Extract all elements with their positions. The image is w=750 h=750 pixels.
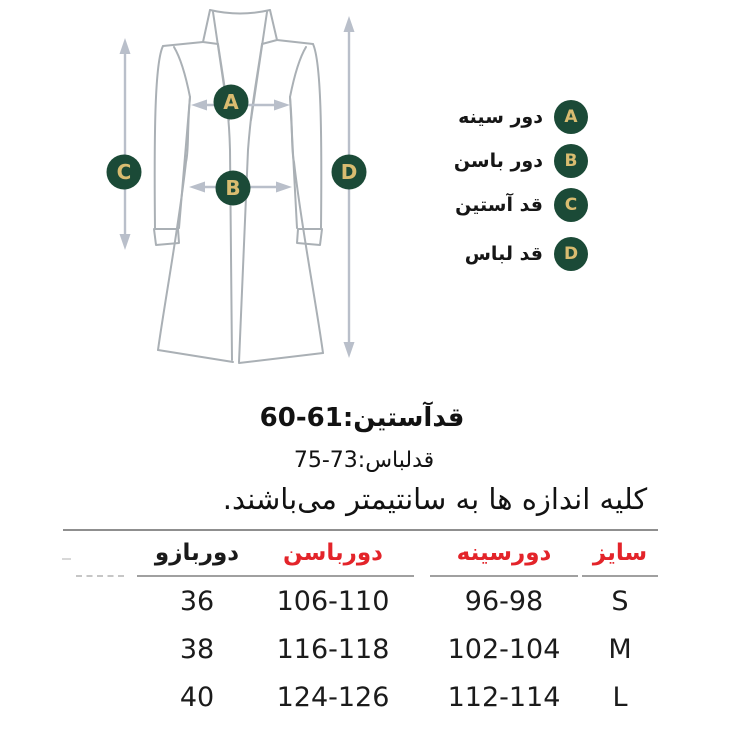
legend-label-sleeve: قد آستین (455, 194, 543, 216)
cell-chest-l: 112-114 (447, 681, 561, 713)
garment-length-note: قدلباس:73-75 (293, 448, 435, 473)
sleeve-length-arrow (120, 38, 131, 250)
cell-chest-s: 96-98 (464, 585, 544, 617)
marker-d-badge (332, 155, 367, 190)
sleeve-length-note: قدآستین:61-60 (259, 403, 465, 433)
cell-chest-m: 102-104 (447, 633, 561, 665)
table-column-hip (248, 531, 418, 721)
cell-hip-l: 124-126 (276, 681, 390, 713)
measurement-legend (400, 95, 588, 276)
legend-label-length: قد لباس (464, 243, 543, 265)
table-column-chest (424, 531, 584, 721)
cell-hip-m: 116-118 (276, 633, 390, 665)
legend-item-chest (400, 95, 588, 139)
column-header-chest: دورسینه (456, 540, 552, 566)
cell-arm-m: 38 (179, 633, 215, 665)
coat-measurement-diagram (80, 0, 410, 400)
marker-a-badge (214, 85, 249, 120)
cropped-column-underline (76, 575, 124, 577)
marker-c-letter: C (116, 160, 132, 184)
column-header-hip: دورباسن (283, 540, 383, 566)
cell-hip-s: 106-110 (276, 585, 390, 617)
cell-arm-l: 40 (179, 681, 215, 713)
marker-b-badge (216, 171, 251, 206)
legend-item-sleeve (400, 183, 588, 227)
cell-arm-s: 36 (179, 585, 215, 617)
marker-b-letter: B (225, 176, 241, 200)
marker-a-letter: A (223, 90, 239, 114)
marker-c-badge (107, 155, 142, 190)
marker-d-letter: D (340, 160, 358, 184)
legend-label-chest: دور سینه (458, 106, 543, 128)
column-header-arm: دوربازو (154, 540, 240, 566)
cell-size-l: L (612, 681, 628, 713)
legend-badge-a: A (554, 100, 588, 134)
table-column-size (575, 531, 665, 721)
legend-badge-d: D (554, 237, 588, 271)
cropped-column-tick (62, 558, 71, 560)
table-column-arm (127, 531, 267, 721)
unit-note: کلیه اندازه ها به سانتیمتر می‌باشند. (222, 482, 648, 516)
legend-item-length (400, 232, 588, 276)
legend-label-hip: دور باسن (453, 150, 543, 172)
column-header-size: سایز (592, 540, 648, 566)
legend-badge-c: C (554, 188, 588, 222)
cell-size-s: S (611, 585, 629, 617)
legend-item-hip (400, 139, 588, 183)
marker-badges (107, 85, 367, 206)
cell-size-m: M (608, 633, 632, 665)
legend-badge-b: B (554, 144, 588, 178)
